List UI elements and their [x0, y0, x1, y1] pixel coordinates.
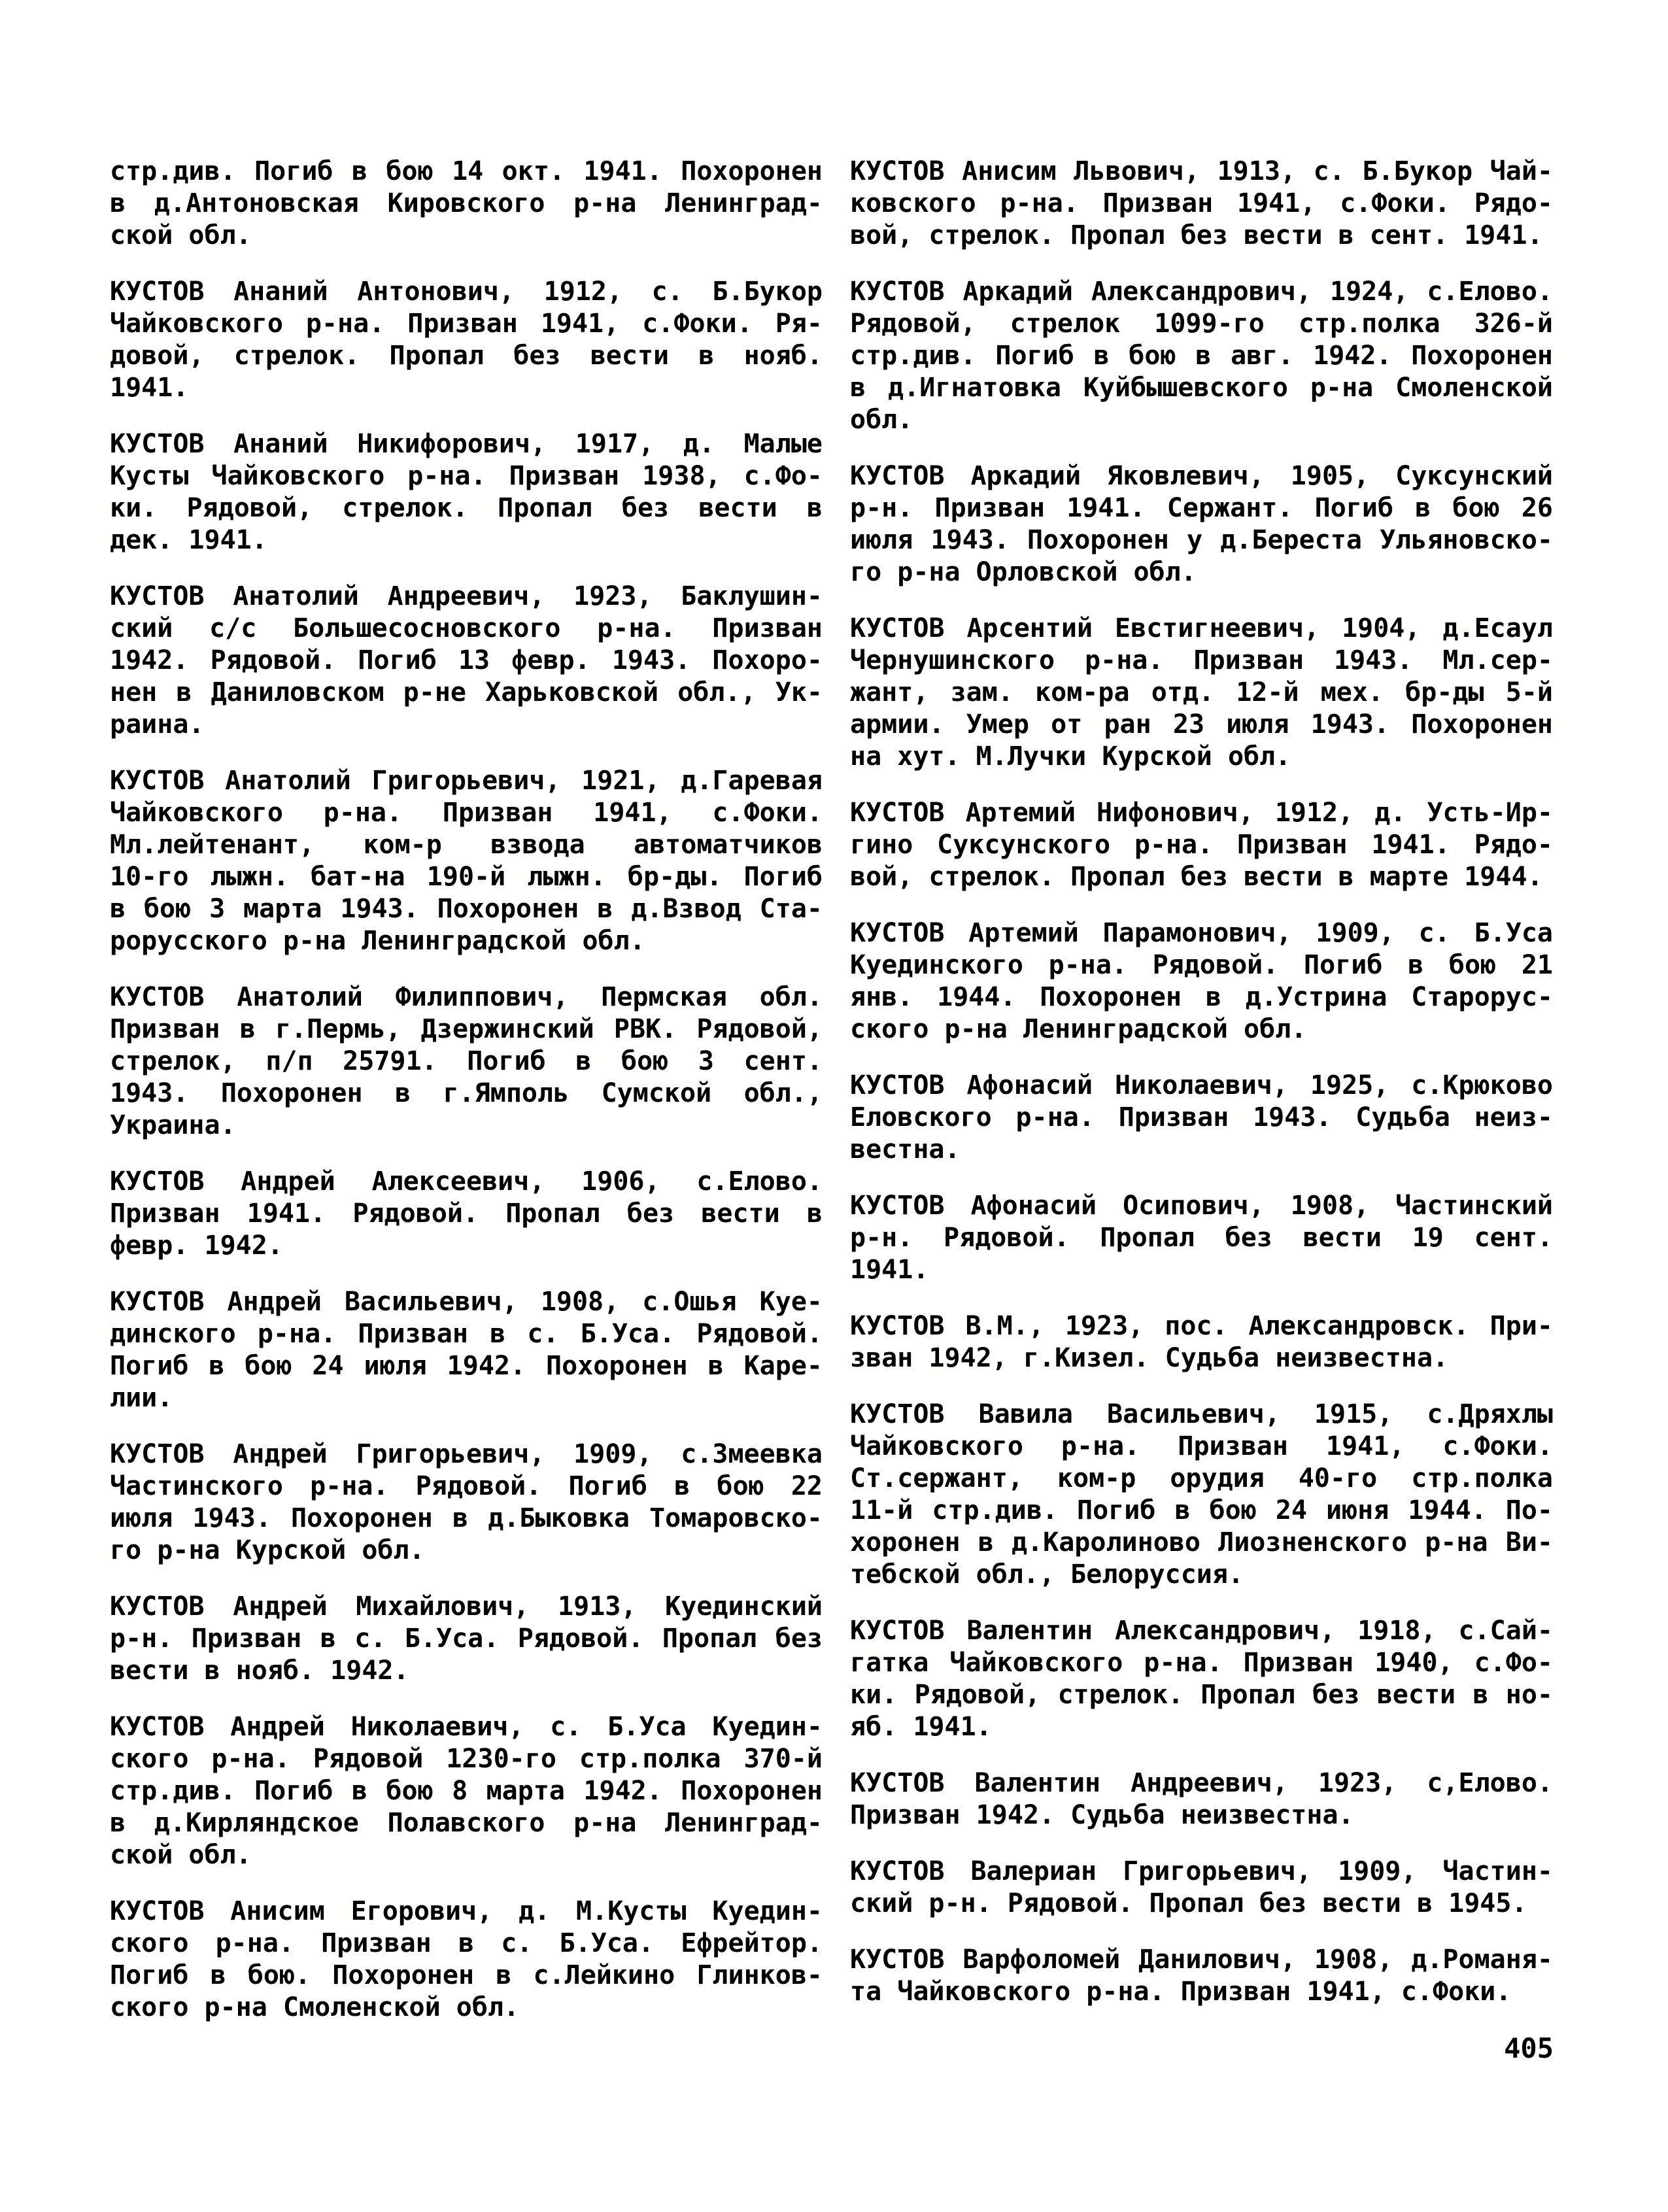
entry-line: КУСТОВ Ананий Антонович, 1912, с. Б.Букор	[110, 277, 823, 307]
memorial-entry	[850, 797, 1553, 893]
entry-line: КУСТОВ Андрей Михайлович, 1913, Куединский	[110, 1591, 823, 1622]
entry-line: гино Суксунского р-на. Призван 1941. Рядо-	[850, 830, 1553, 860]
entry-line: яб. 1941.	[850, 1712, 992, 1742]
memorial-entry	[110, 156, 823, 252]
entry-line: ковского р-на. Призван 1941, с.Фоки. Рядо-	[850, 188, 1553, 218]
entry-line: армии. Умер от ран 23 июля 1943. Похоронен	[850, 709, 1553, 740]
entry-line: КУСТОВ Анатолий Григорьевич, 1921, д.Гаревая	[110, 766, 823, 796]
entry-line: вести в нояб. 1942.	[110, 1656, 409, 1686]
memorial-entry	[850, 460, 1553, 588]
memorial-entry	[110, 1438, 823, 1567]
entry-line: Куединского р-на. Рядовой. Погиб в бою 21	[850, 950, 1553, 980]
entry-line: вой, стрелок. Пропал без вести в марте 1944.	[850, 862, 1543, 892]
memorial-entry	[850, 1070, 1553, 1166]
entry-line: Мл.лейтенант, ком-р взвода автоматчиков	[110, 830, 823, 860]
entry-line: стр.див. Погиб в бою 14 окт. 1941. Похоронен	[110, 156, 823, 186]
entry-line: КУСТОВ Валериан Григорьевич, 1909, Частин-	[850, 1856, 1553, 1886]
entry-line: стр.див. Погиб в бою в авг. 1942. Похоронен	[850, 341, 1553, 371]
entry-line: Ст.сержант, ком-р орудия 40-го стр.полка	[850, 1463, 1553, 1493]
entry-line: го р-на Орловской обл.	[850, 557, 1197, 587]
memorial-entry	[850, 1310, 1553, 1374]
entry-line: ки. Рядовой, стрелок. Пропал без вести в но-	[850, 1680, 1553, 1710]
memorial-entry	[850, 1190, 1553, 1286]
memorial-entry	[110, 1711, 823, 1871]
entry-line: хоронен в д.Каролиново Лиозненского р-на Ви-	[850, 1527, 1553, 1557]
entry-line: р-н. Рядовой. Пропал без вести 19 сент.	[850, 1223, 1553, 1253]
entry-line: Рядовой, стрелок 1099-го стр.полка 326-й	[850, 309, 1553, 339]
entry-line: Погиб в бою 24 июля 1942. Похоронен в Каре-	[110, 1351, 823, 1381]
entry-line: Чернушинского р-на. Призван 1943. Мл.сер-	[850, 645, 1553, 675]
memorial-entry	[110, 981, 823, 1142]
memorial-entry	[110, 1896, 823, 2024]
entry-line: КУСТОВ Валентин Александрович, 1918, с.Сай-	[850, 1616, 1553, 1646]
entry-line: в д.Антоновская Кировского р-на Ленинград-	[110, 188, 823, 218]
memorial-entry	[110, 1166, 823, 1262]
entry-line: та Чайковского р-на. Призван 1941, с.Фоки.	[850, 1977, 1512, 2007]
entry-line: р-н. Призван в с. Б.Уса. Рядовой. Пропал без	[110, 1624, 823, 1654]
entry-line: КУСТОВ Ананий Никифорович, 1917, д. Малые	[110, 429, 823, 459]
entry-line: Призван в г.Пермь, Дзержинский РВК. Рядовой,	[110, 1014, 823, 1044]
entry-line: КУСТОВ Анисим Егорович, д. М.Кусты Куедин-	[110, 1896, 823, 1926]
entry-line: ского р-на Ленинградской обл.	[850, 1014, 1307, 1044]
entry-line: 1941.	[850, 1255, 929, 1285]
entry-line: КУСТОВ Валентин Андреевич, 1923, с,Елово.	[850, 1768, 1553, 1798]
entry-line: КУСТОВ В.М., 1923, пос. Александровск. При-	[850, 1311, 1553, 1341]
entry-line: КУСТОВ Анатолий Филиппович, Пермская обл.	[110, 982, 823, 1012]
entry-line: тебской обл., Белоруссия.	[850, 1559, 1244, 1590]
memorial-entry	[110, 1286, 823, 1414]
entry-line: Кусты Чайковского р-на. Призван 1938, с.Фо-	[110, 461, 823, 491]
entry-line: КУСТОВ Анисим Львович, 1913, с. Б.Букор Чай-	[850, 156, 1553, 186]
entry-line: жант, зам. ком-ра отд. 12-й мех. бр-ды 5-й	[850, 677, 1553, 707]
entry-line: КУСТОВ Аркадий Александрович, 1924, с.Елово.	[850, 277, 1553, 307]
entry-line: ского р-на. Призван в с. Б.Уса. Ефрейтор.	[110, 1928, 823, 1958]
entry-line: Частинского р-на. Рядовой. Погиб в бою 22	[110, 1471, 823, 1501]
right-column	[850, 156, 1553, 2032]
entry-line: КУСТОВ Анатолий Андреевич, 1923, Баклушин-	[110, 581, 823, 611]
entry-line: июля 1943. Похоронен у д.Береста Ульяновско-	[850, 525, 1553, 555]
entry-line: Призван 1942. Судьба неизвестна.	[850, 1800, 1354, 1830]
entry-line: лии.	[110, 1383, 173, 1413]
entry-line: ский р-н. Рядовой. Пропал без вести в 1945.	[850, 1888, 1527, 1918]
entry-line: в д.Игнатовка Куйбышевского р-на Смоленской	[850, 373, 1553, 403]
entry-line: КУСТОВ Андрей Григорьевич, 1909, с.Змеевка	[110, 1439, 823, 1469]
entry-line: КУСТОВ Артемий Парамонович, 1909, с. Б.Уса	[850, 918, 1553, 948]
entry-line: КУСТОВ Арсентий Евстигнеевич, 1904, д.Есаул	[850, 613, 1553, 643]
memorial-entry	[110, 581, 823, 741]
left-column	[110, 156, 823, 2048]
memorial-entry	[850, 1399, 1553, 1591]
entry-line: Чайковского р-на. Призван 1941, с.Фоки.	[110, 798, 823, 828]
entry-line: июля 1943. Похоронен в д.Быковка Томаровско-	[110, 1503, 823, 1533]
entry-line: ки. Рядовой, стрелок. Пропал без вести в	[110, 493, 823, 523]
entry-line: КУСТОВ Аркадий Яковлевич, 1905, Суксунский	[850, 461, 1553, 491]
entry-line: КУСТОВ Вавила Васильевич, 1915, с.Дряхлы	[850, 1399, 1553, 1429]
entry-line: раина.	[110, 709, 205, 740]
entry-line: Еловского р-на. Призван 1943. Судьба неиз-	[850, 1102, 1553, 1132]
entry-line: Чайковского р-на. Призван 1941, с.Фоки. Ря-	[110, 309, 823, 339]
entry-line: вестна.	[850, 1134, 961, 1165]
entry-line: обл.	[850, 405, 913, 435]
entry-line: ской обл.	[110, 1840, 252, 1870]
entry-line: февр. 1942.	[110, 1231, 283, 1261]
entry-line: стрелок, п/п 25791. Погиб в бою 3 сент.	[110, 1046, 823, 1076]
entry-line: КУСТОВ Варфоломей Данилович, 1908, д.Романя-	[850, 1945, 1553, 1975]
entry-line: довой, стрелок. Пропал без вести в нояб.	[110, 341, 823, 371]
entry-line: в д.Кирляндское Полавского р-на Ленинград-	[110, 1808, 823, 1838]
entry-line: р-н. Призван 1941. Сержант. Погиб в бою 26	[850, 493, 1553, 523]
memorial-entry	[850, 917, 1553, 1046]
entry-line: янв. 1944. Похоронен в д.Устрина Старорус-	[850, 982, 1553, 1012]
entry-line: 1941.	[110, 373, 189, 403]
entry-line: Погиб в бою. Похоронен в с.Лейкино Глинков-	[110, 1960, 823, 1990]
entry-line: КУСТОВ Андрей Николаевич, с. Б.Уса Куедин-	[110, 1712, 823, 1742]
memorial-entry	[110, 276, 823, 404]
entry-line: в бою 3 марта 1943. Похоронен в д.Взвод Ста-	[110, 894, 823, 924]
entry-line: 1942. Рядовой. Погиб 13 февр. 1943. Похоро-	[110, 645, 823, 675]
entry-line: КУСТОВ Андрей Алексеевич, 1906, с.Елово.	[110, 1166, 823, 1197]
memorial-entry	[850, 276, 1553, 436]
entry-line: КУСТОВ Афонасий Николаевич, 1925, с.Крюково	[850, 1070, 1553, 1100]
memorial-entry	[110, 765, 823, 957]
entry-line: 11-й стр.див. Погиб в бою 24 июня 1944. По-	[850, 1495, 1553, 1525]
entry-line: 1943. Похоронен в г.Ямполь Сумской обл.,	[110, 1078, 823, 1108]
entry-line: КУСТОВ Афонасий Осипович, 1908, Частинский	[850, 1191, 1553, 1221]
memorial-entry	[850, 1767, 1553, 1831]
memorial-entry	[850, 613, 1553, 773]
entry-line: ского р-на Смоленской обл.	[110, 1992, 520, 2022]
memorial-entry	[850, 1856, 1553, 1920]
entry-line: стр.див. Погиб в бою 8 марта 1942. Похоронен	[110, 1776, 823, 1806]
entry-line: Украина.	[110, 1110, 236, 1140]
entry-line: нен в Даниловском р-не Харьковской обл., Ук-	[110, 677, 823, 707]
entry-line: ского р-на. Рядовой 1230-го стр.полка 370-й	[110, 1744, 823, 1774]
memorial-entry	[850, 156, 1553, 252]
entry-line: зван 1942, г.Кизел. Судьба неизвестна.	[850, 1343, 1449, 1373]
page-number: 405	[1504, 2032, 1554, 2064]
memorial-entry	[850, 1615, 1553, 1743]
memorial-entry	[850, 1944, 1553, 2008]
entry-line: ский с/с Большесосновского р-на. Призван	[110, 613, 823, 643]
entry-line: Призван 1941. Рядовой. Пропал без вести в	[110, 1199, 823, 1229]
entry-line: рорусского р-на Ленинградской обл.	[110, 926, 645, 956]
memorial-entry	[110, 428, 823, 556]
entry-line: дек. 1941.	[110, 525, 267, 555]
entry-line: 10-го лыжн. бат-на 190-й лыжн. бр-ды. Погиб	[110, 862, 823, 892]
entry-line: ской обл.	[110, 220, 252, 250]
entry-line: динского р-на. Призван в с. Б.Уса. Рядовой.	[110, 1319, 823, 1349]
entry-line: КУСТОВ Андрей Васильевич, 1908, с.Ошья Куе-	[110, 1287, 823, 1317]
entry-line: КУСТОВ Артемий Нифонович, 1912, д. Усть-Ир-	[850, 798, 1553, 828]
entry-line: Чайковского р-на. Призван 1941, с.Фоки.	[850, 1431, 1553, 1461]
entry-line: вой, стрелок. Пропал без вести в сент. 1941.	[850, 220, 1543, 250]
entry-line: го р-на Курской обл.	[110, 1535, 425, 1565]
entry-line: гатка Чайковского р-на. Призван 1940, с.Фо-	[850, 1648, 1553, 1678]
memorial-entry	[110, 1591, 823, 1687]
entry-line: на хут. М.Лучки Курской обл.	[850, 741, 1291, 772]
